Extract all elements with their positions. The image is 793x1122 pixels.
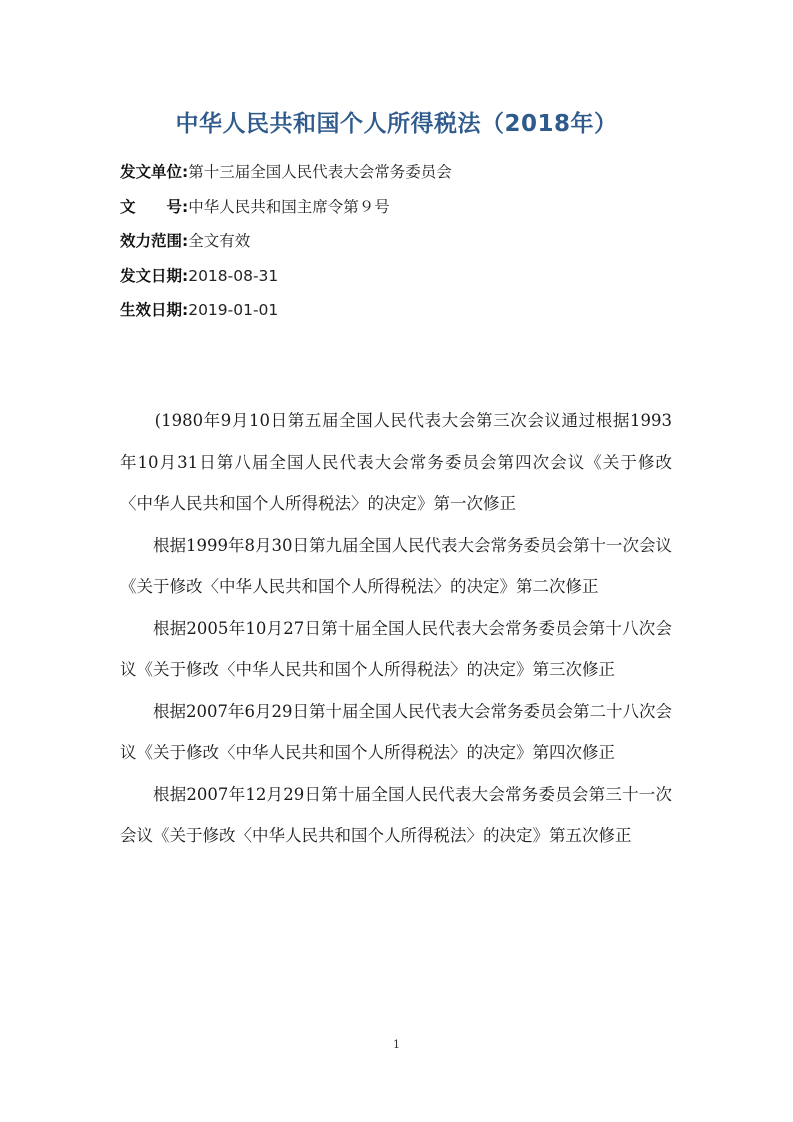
page-title: 中华人民共和国个人所得税法（2018年） <box>175 111 618 137</box>
meta-value: 全文有效 <box>188 232 251 250</box>
meta-value: 第十三届全国人民代表大会常务委员会 <box>188 163 452 181</box>
body-paragraph: 根据2007年12月29日第十届全国人民代表大会常务委员会第三十一次会议《关于修改〈中华人民共和国个人所得税法〉的决定》第五次修正 <box>120 784 672 845</box>
page-number: 1 <box>393 1038 400 1051</box>
body-paragraph: 根据2007年6月29日第十届全国人民代表大会常务委员会第二十八次会议《关于修改〈中华人民共和国个人所得税法〉的决定》第四次修正 <box>120 701 672 762</box>
document-meta <box>120 155 680 328</box>
meta-row-doc-number <box>120 190 680 225</box>
meta-value: 2018-08-31 <box>188 266 279 285</box>
meta-label: 发文单位: <box>120 163 189 181</box>
meta-row-effective-date <box>120 293 680 328</box>
meta-label: 生效日期: <box>120 301 189 319</box>
document-body <box>120 400 672 857</box>
body-paragraph: 根据1999年8月30日第九届全国人民代表大会常务委员会第十一次会议《关于修改〈中华人民共和国个人所得税法〉的决定》第二次修正 <box>120 535 672 596</box>
meta-row-issuer <box>120 155 680 190</box>
meta-row-issue-date <box>120 259 680 294</box>
meta-value: 2019-01-01 <box>188 301 279 319</box>
meta-label: 发文日期: <box>120 266 189 285</box>
body-paragraph: 根据2005年10月27日第十届全国人民代表大会常务委员会第十八次会议《关于修改〈中华人民共和国个人所得税法〉的决定》第三次修正 <box>120 618 672 679</box>
meta-label: 文 号: <box>120 197 189 216</box>
body-paragraph: (1980年9月10日第五届全国人民代表大会第三次会议通过根据1993年10月31日第八届全国人民代表大会常务委员会第四次会议《关于修改〈中华人民共和国个人所得税法〉的决定》第一次修正 <box>120 411 672 513</box>
meta-label: 效力范围: <box>120 232 189 250</box>
meta-row-scope <box>120 224 680 259</box>
meta-value: 中华人民共和国主席令第９号 <box>188 197 390 216</box>
